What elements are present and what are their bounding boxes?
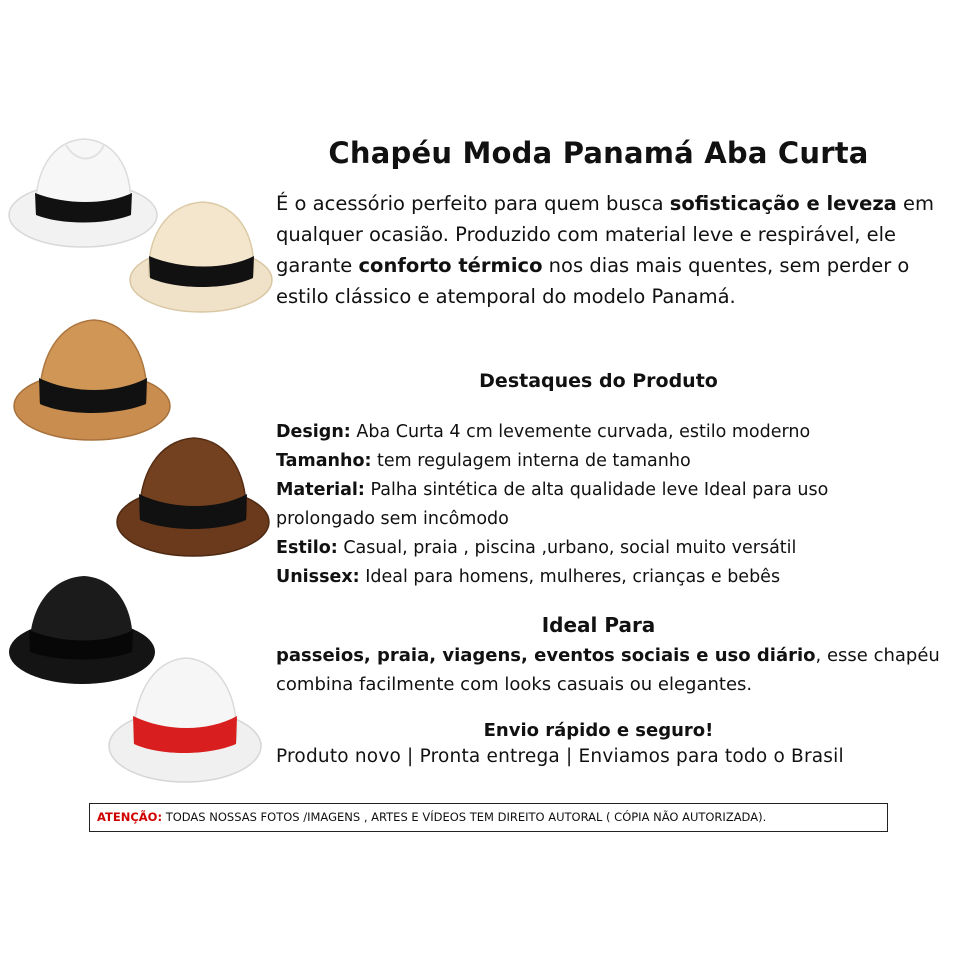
highlight-text: Aba Curta 4 cm levemente curvada, estilo moderno	[350, 422, 811, 442]
product-title: Chapéu Moda Panamá Aba Curta	[328, 136, 869, 170]
hat-gallery	[0, 0, 280, 800]
copyright-notice	[89, 803, 888, 832]
ideal-paragraph	[276, 641, 956, 699]
notice-label: ATENÇÃO:	[97, 810, 163, 824]
intro-paragraph	[276, 188, 946, 312]
highlight-label: Design:	[276, 422, 351, 442]
intro-bold-1: sofisticação e leveza	[669, 192, 897, 215]
highlight-item-estilo	[276, 534, 956, 563]
highlight-text: Ideal para homens, mulheres, crianças e bebês	[359, 567, 781, 587]
highlight-label: Tamanho:	[276, 451, 372, 471]
intro-text-1: É o acessório perfeito para quem busca	[276, 192, 670, 215]
highlight-item-material	[276, 476, 886, 534]
highlight-label: Estilo:	[276, 538, 338, 558]
highlight-text: Palha sintética de alta qualidade leve Ideal para uso prolongado sem incômodo	[276, 480, 829, 529]
highlight-label: Unissex:	[276, 567, 360, 587]
highlights-list	[276, 418, 956, 592]
intro-text-3: nos dias mais quentes, sem perder o estilo clássico e atemporal do modelo Panamá.	[276, 254, 910, 308]
cream-hat-image	[127, 198, 275, 318]
highlight-item-tamanho	[276, 447, 956, 476]
brown-hat-image	[114, 434, 272, 562]
highlight-label: Material:	[276, 480, 365, 500]
intro-bold-2: conforto térmico	[358, 254, 543, 277]
ideal-heading: Ideal Para	[541, 613, 656, 637]
ideal-bold: passeios, praia, viagens, eventos sociais e uso diário	[276, 645, 816, 666]
highlight-text: tem regulagem interna de tamanho	[371, 451, 691, 471]
highlight-item-unissex	[276, 563, 956, 592]
intro-text-2: em qualquer ocasião. Produzido com material leve e respirável, ele garante	[276, 192, 935, 277]
ideal-text: , esse chapéu combina facilmente com looks casuais ou elegantes.	[276, 645, 940, 695]
highlights-heading: Destaques do Produto	[479, 370, 718, 392]
white-red-band-hat-image	[106, 654, 264, 786]
shipping-heading: Envio rápido e seguro!	[483, 720, 714, 741]
tan-hat-image	[12, 316, 172, 444]
highlight-item-design	[276, 418, 956, 447]
highlight-text: Casual, praia , piscina ,urbano, social muito versátil	[337, 538, 797, 558]
notice-text: TODAS NOSSAS FOTOS /IMAGENS , ARTES E VÍDEOS TEM DIREITO AUTORAL ( CÓPIA NÃO AUTORIZADA).	[162, 810, 767, 824]
shipping-line: Produto novo | Pronta entrega | Enviamos para todo o Brasil	[276, 746, 844, 767]
